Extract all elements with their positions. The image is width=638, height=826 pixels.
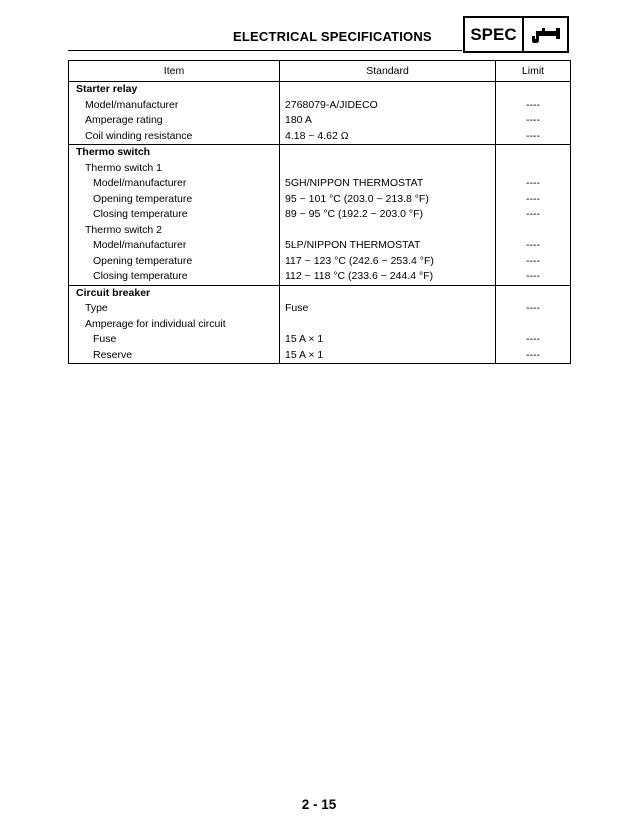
limit-cell: ---- (495, 129, 570, 145)
table-row (69, 113, 570, 129)
standard-cell: 5GH/NIPPON THERMOSTAT (279, 176, 495, 192)
limit-cell (495, 286, 570, 302)
section-starter-relay (69, 82, 570, 145)
electrical-spec-table (68, 60, 571, 364)
limit-cell: ---- (495, 98, 570, 114)
table-row (69, 254, 570, 270)
table-row (69, 286, 570, 302)
item-cell: Model/manufacturer (85, 98, 179, 111)
item-cell: Coil winding resistance (85, 129, 193, 142)
subgroup-heading: Thermo switch 2 (85, 223, 163, 236)
standard-cell: 112 ~ 118 °C (233.6 ~ 244.4 °F) (279, 269, 495, 285)
limit-cell (495, 145, 570, 161)
limit-cell: ---- (495, 332, 570, 348)
table-row (69, 176, 570, 192)
subgroup-heading: Thermo switch 1 (85, 161, 163, 174)
item-cell: Model/manufacturer (93, 239, 187, 251)
limit-cell: ---- (495, 238, 570, 254)
item-cell: Reserve (93, 348, 133, 361)
table-row (69, 145, 570, 161)
limit-cell: ---- (495, 348, 570, 364)
spec-badge (463, 16, 569, 53)
standard-cell: Fuse (279, 301, 495, 317)
section-heading: Circuit breaker (76, 286, 151, 299)
table-row (69, 317, 570, 333)
item-cell: Fuse (93, 333, 117, 345)
table-row (69, 301, 570, 317)
header-rule (68, 50, 462, 51)
subgroup-heading: Amperage for individual circuit (85, 317, 226, 330)
table-row (69, 192, 570, 208)
limit-cell: ---- (495, 207, 570, 223)
standard-cell: 95 ~ 101 °C (203.0 ~ 213.8 °F) (279, 192, 495, 208)
item-cell: Amperage rating (85, 114, 163, 126)
limit-cell (495, 317, 570, 333)
section-circuit-breaker (69, 286, 570, 364)
section-heading: Starter relay (76, 83, 138, 95)
column-header-limit: Limit (495, 61, 570, 81)
limit-cell: ---- (495, 176, 570, 192)
limit-cell: ---- (495, 269, 570, 285)
section-heading: Thermo switch (76, 146, 151, 158)
column-header-item: Item (163, 65, 185, 77)
standard-cell: 2768079-A/JIDECO (279, 98, 495, 114)
limit-cell (495, 82, 570, 98)
standard-cell: 117 ~ 123 °C (242.6 ~ 253.4 °F) (279, 254, 495, 270)
table-row (69, 238, 570, 254)
standard-cell (279, 286, 495, 302)
table-row (69, 207, 570, 223)
page-number: 2 - 15 (301, 797, 337, 812)
standard-cell (279, 317, 495, 333)
limit-cell: ---- (495, 113, 570, 129)
standard-cell: 4.18 ~ 4.62 Ω (279, 129, 495, 145)
table-row (69, 129, 570, 145)
standard-cell (279, 82, 495, 98)
table-row (69, 332, 570, 348)
table-header (69, 61, 570, 82)
table-row (69, 348, 570, 364)
limit-cell: ---- (495, 301, 570, 317)
item-cell: Type (85, 302, 108, 314)
standard-cell: 15 A × 1 (279, 348, 495, 364)
limit-cell (495, 161, 570, 177)
standard-cell: 89 ~ 95 °C (192.2 ~ 203.0 °F) (279, 207, 495, 223)
table-row (69, 98, 570, 114)
column-header-standard: Standard (279, 61, 495, 81)
item-cell: Opening temperature (93, 192, 193, 205)
limit-cell: ---- (495, 254, 570, 270)
limit-cell (495, 223, 570, 239)
standard-cell: 180 A (279, 113, 495, 129)
table-row (69, 82, 570, 98)
standard-cell: 5LP/NIPPON THERMOSTAT (279, 238, 495, 254)
standard-cell: 15 A × 1 (279, 332, 495, 348)
item-cell: Closing temperature (93, 208, 188, 220)
standard-cell (279, 161, 495, 177)
limit-cell: ---- (495, 192, 570, 208)
item-cell: Model/manufacturer (93, 177, 187, 189)
item-cell: Opening temperature (93, 254, 193, 267)
spec-badge-label: SPEC (465, 18, 524, 51)
page-title: ELECTRICAL SPECIFICATIONS (233, 29, 432, 44)
item-cell: Closing temperature (93, 270, 188, 282)
table-row (69, 223, 570, 239)
table-row (69, 269, 570, 285)
standard-cell (279, 223, 495, 239)
section-thermo-switch (69, 145, 570, 286)
table-row (69, 161, 570, 177)
standard-cell (279, 145, 495, 161)
caliper-icon (524, 18, 567, 51)
